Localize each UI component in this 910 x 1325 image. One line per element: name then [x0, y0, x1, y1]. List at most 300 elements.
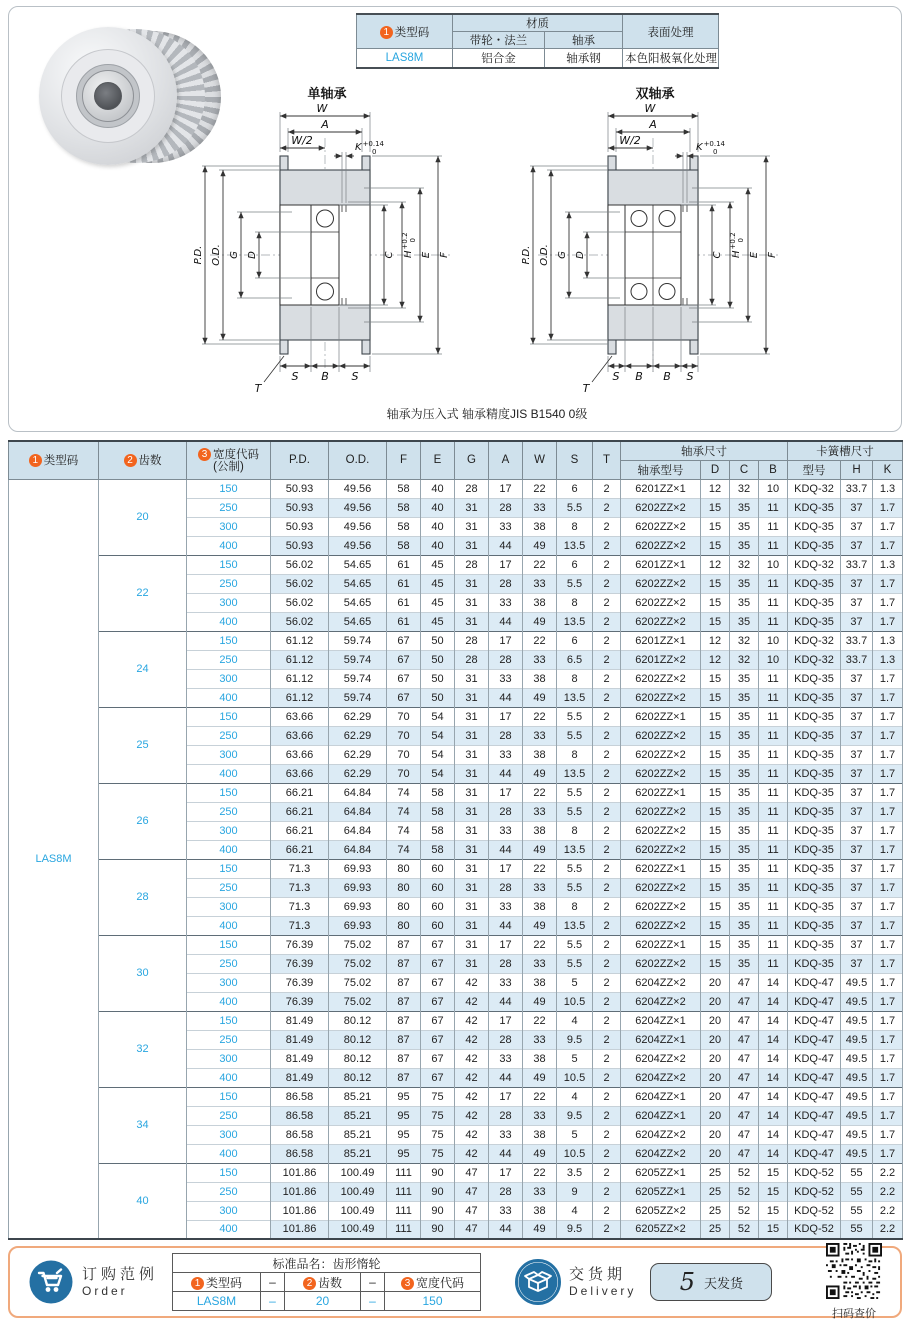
value-cell: 31 — [455, 954, 489, 973]
bearing-material-value: 轴承钢 — [545, 49, 623, 68]
svg-text:T: T — [582, 382, 590, 395]
svg-text:S: S — [291, 370, 299, 383]
value-cell: 67 — [421, 1011, 455, 1030]
value-cell: 11 — [759, 726, 788, 745]
value-cell: 80 — [387, 897, 421, 916]
value-cell: 5.5 — [557, 707, 593, 726]
width-code-cell: 400 — [187, 916, 271, 935]
value-cell: 31 — [455, 935, 489, 954]
value-cell: 2 — [593, 631, 621, 650]
value-cell: 2 — [593, 707, 621, 726]
width-code-cell: 150 — [187, 479, 271, 498]
col-header-f: F — [387, 441, 421, 479]
circle-3-icon: 3 — [198, 448, 211, 461]
value-cell: 1.7 — [873, 688, 903, 707]
value-cell: 67 — [421, 1068, 455, 1087]
cart-icon — [28, 1259, 74, 1305]
value-cell: 31 — [455, 536, 489, 555]
col-header-pd: P.D. — [271, 441, 329, 479]
value-cell: 47 — [730, 1049, 759, 1068]
material-table — [356, 13, 719, 69]
value-cell: 63.66 — [271, 707, 329, 726]
value-cell: 20 — [701, 973, 730, 992]
value-cell: 11 — [759, 669, 788, 688]
teeth-count-cell: 20 — [99, 479, 187, 555]
svg-text:S: S — [351, 370, 359, 383]
order-field-teeth: 2 齿数 — [285, 1273, 361, 1292]
value-cell: 33 — [489, 669, 523, 688]
value-cell: 37 — [841, 574, 873, 593]
value-cell: 28 — [489, 954, 523, 973]
value-cell: 70 — [387, 745, 421, 764]
value-cell: 58 — [387, 479, 421, 498]
value-cell: 2 — [593, 745, 621, 764]
value-cell: 1.7 — [873, 1011, 903, 1030]
value-cell: 6202ZZ×2 — [621, 840, 701, 859]
value-cell: 25 — [701, 1182, 730, 1201]
delivery-days: 5 — [679, 1268, 695, 1296]
value-cell: 1.7 — [873, 707, 903, 726]
value-cell: 15 — [759, 1182, 788, 1201]
value-cell: 28 — [455, 650, 489, 669]
value-cell: 64.84 — [329, 821, 387, 840]
width-code-cell: 300 — [187, 669, 271, 688]
value-cell: 35 — [730, 726, 759, 745]
value-cell: 61.12 — [271, 688, 329, 707]
value-cell: 64.84 — [329, 802, 387, 821]
delivery-block — [515, 1259, 636, 1305]
teeth-count-cell: 26 — [99, 783, 187, 859]
width-code-cell: 250 — [187, 726, 271, 745]
value-cell: 47 — [730, 1106, 759, 1125]
value-cell: 2 — [593, 555, 621, 574]
value-cell: 37 — [841, 878, 873, 897]
value-cell: 86.58 — [271, 1106, 329, 1125]
value-cell: 42 — [455, 992, 489, 1011]
width-code-cell: 300 — [187, 897, 271, 916]
value-cell: 63.66 — [271, 726, 329, 745]
value-cell: 71.3 — [271, 916, 329, 935]
value-cell: 15 — [701, 954, 730, 973]
col-header-t: T — [593, 441, 621, 479]
value-cell: 56.02 — [271, 593, 329, 612]
svg-text:W: W — [316, 102, 328, 115]
value-cell: 75 — [421, 1087, 455, 1106]
value-cell: 90 — [421, 1163, 455, 1182]
order-title-en: Order — [82, 1284, 128, 1298]
svg-text:S: S — [686, 370, 694, 383]
value-cell: 49.56 — [329, 479, 387, 498]
value-cell: KDQ-32 — [788, 479, 841, 498]
value-cell: 5 — [557, 1125, 593, 1144]
value-cell: 6204ZZ×2 — [621, 1125, 701, 1144]
svg-text:H+0.20: $H^{+0.2}0$ — [401, 232, 417, 258]
value-cell: 2 — [593, 1087, 621, 1106]
value-cell: 17 — [489, 631, 523, 650]
value-cell: 32 — [730, 650, 759, 669]
table-row — [9, 859, 903, 878]
value-cell: 81.49 — [271, 1049, 329, 1068]
value-cell: 32 — [730, 555, 759, 574]
value-cell: 22 — [523, 783, 557, 802]
value-cell: 33 — [489, 821, 523, 840]
width-code-cell: 300 — [187, 517, 271, 536]
teeth-count-cell: 34 — [99, 1087, 187, 1163]
value-cell: KDQ-35 — [788, 574, 841, 593]
value-cell: 44 — [489, 1068, 523, 1087]
value-cell: 15 — [701, 916, 730, 935]
value-cell: 13.5 — [557, 688, 593, 707]
value-cell: 74 — [387, 821, 421, 840]
value-cell: 37 — [841, 688, 873, 707]
value-cell: 44 — [489, 840, 523, 859]
value-cell: 75 — [421, 1125, 455, 1144]
col-header-bearing-model: 轴承型号 — [621, 460, 701, 479]
value-cell: 9.5 — [557, 1030, 593, 1049]
value-cell: 35 — [730, 707, 759, 726]
value-cell: 54.65 — [329, 555, 387, 574]
value-cell: 50.93 — [271, 479, 329, 498]
value-cell: 33 — [523, 1182, 557, 1201]
value-cell: 71.3 — [271, 859, 329, 878]
width-code-cell: 250 — [187, 802, 271, 821]
delivery-days-badge — [650, 1263, 772, 1301]
value-cell: KDQ-32 — [788, 555, 841, 574]
value-cell: 49 — [523, 992, 557, 1011]
value-cell: 2 — [593, 992, 621, 1011]
standard-product-name: 标准品名：齿形惰轮 — [173, 1254, 481, 1273]
value-cell: 33.7 — [841, 479, 873, 498]
table-row — [9, 707, 903, 726]
value-cell: 87 — [387, 973, 421, 992]
value-cell: 80.12 — [329, 1068, 387, 1087]
value-cell: 58 — [421, 802, 455, 821]
value-cell: 15 — [701, 783, 730, 802]
value-cell: 5.5 — [557, 726, 593, 745]
value-cell: 90 — [421, 1182, 455, 1201]
value-cell: 2 — [593, 1030, 621, 1049]
value-cell: KDQ-32 — [788, 631, 841, 650]
svg-text:A: A — [321, 118, 329, 131]
value-cell: 80.12 — [329, 1030, 387, 1049]
value-cell: 28 — [489, 1182, 523, 1201]
value-cell: 85.21 — [329, 1144, 387, 1163]
value-cell: 95 — [387, 1125, 421, 1144]
value-cell: 49.5 — [841, 1068, 873, 1087]
delivery-title-en: Delivery — [569, 1284, 637, 1298]
svg-text:O.D.: O.D. — [539, 244, 550, 266]
value-cell: 2 — [593, 821, 621, 840]
value-cell: 59.74 — [329, 669, 387, 688]
value-cell: 15 — [701, 802, 730, 821]
value-cell: 1.7 — [873, 935, 903, 954]
value-cell: 95 — [387, 1087, 421, 1106]
value-cell: 61.12 — [271, 650, 329, 669]
value-cell: 12 — [701, 650, 730, 669]
value-cell: 37 — [841, 745, 873, 764]
value-cell: 38 — [523, 973, 557, 992]
value-cell: 100.49 — [329, 1201, 387, 1220]
value-cell: 38 — [523, 1201, 557, 1220]
value-cell: 47 — [730, 1011, 759, 1030]
value-cell: 33 — [489, 973, 523, 992]
value-cell: 31 — [455, 669, 489, 688]
value-cell: 1.7 — [873, 536, 903, 555]
value-cell: 38 — [523, 669, 557, 688]
value-cell: 15 — [701, 707, 730, 726]
value-cell: 35 — [730, 897, 759, 916]
value-cell: 87 — [387, 992, 421, 1011]
value-cell: 11 — [759, 574, 788, 593]
value-cell: 67 — [387, 688, 421, 707]
value-cell: 22 — [523, 935, 557, 954]
value-cell: 10.5 — [557, 1144, 593, 1163]
value-cell: 31 — [455, 745, 489, 764]
value-cell: 14 — [759, 1106, 788, 1125]
svg-text:G: G — [557, 251, 568, 259]
value-cell: 42 — [455, 1011, 489, 1030]
value-cell: 35 — [730, 612, 759, 631]
value-cell: 52 — [730, 1163, 759, 1182]
value-cell: 1.7 — [873, 992, 903, 1011]
value-cell: 14 — [759, 973, 788, 992]
value-cell: 35 — [730, 840, 759, 859]
value-cell: 33 — [523, 650, 557, 669]
value-cell: 11 — [759, 688, 788, 707]
value-cell: 37 — [841, 536, 873, 555]
value-cell: 55 — [841, 1182, 873, 1201]
value-cell: 49.5 — [841, 973, 873, 992]
table-row — [9, 555, 903, 574]
value-cell: 2.2 — [873, 1201, 903, 1220]
width-code-cell: 250 — [187, 954, 271, 973]
value-cell: 13.5 — [557, 764, 593, 783]
value-cell: 42 — [455, 1068, 489, 1087]
value-cell: 42 — [455, 1049, 489, 1068]
double-bearing-title: 双轴承 — [635, 86, 675, 101]
value-cell: 10 — [759, 631, 788, 650]
value-cell: 31 — [455, 859, 489, 878]
col-header-a: A — [489, 441, 523, 479]
value-cell: 47 — [730, 1144, 759, 1163]
value-cell: 38 — [523, 897, 557, 916]
value-cell: 20 — [701, 1068, 730, 1087]
value-cell: 90 — [421, 1220, 455, 1239]
value-cell: 13.5 — [557, 536, 593, 555]
value-cell: 15 — [701, 878, 730, 897]
value-cell: 58 — [421, 783, 455, 802]
teeth-count-cell: 24 — [99, 631, 187, 707]
value-cell: 60 — [421, 916, 455, 935]
col-header-w: W — [523, 441, 557, 479]
value-cell: 15 — [701, 745, 730, 764]
value-cell: 37 — [841, 517, 873, 536]
svg-text:W: W — [644, 102, 656, 115]
value-cell: 6205ZZ×1 — [621, 1163, 701, 1182]
value-cell: KDQ-35 — [788, 688, 841, 707]
value-cell: 22 — [523, 1011, 557, 1030]
value-cell: 63.66 — [271, 764, 329, 783]
value-cell: KDQ-35 — [788, 707, 841, 726]
single-bearing-diagram — [192, 100, 462, 400]
value-cell: 37 — [841, 783, 873, 802]
value-cell: 13.5 — [557, 916, 593, 935]
value-cell: 35 — [730, 954, 759, 973]
teeth-count-cell: 32 — [99, 1011, 187, 1087]
value-cell: 33 — [523, 1106, 557, 1125]
value-cell: 15 — [701, 726, 730, 745]
value-cell: 11 — [759, 897, 788, 916]
value-cell: 6202ZZ×2 — [621, 726, 701, 745]
value-cell: 2 — [593, 479, 621, 498]
value-cell: 35 — [730, 802, 759, 821]
value-cell: KDQ-52 — [788, 1182, 841, 1201]
value-cell: 50 — [421, 631, 455, 650]
value-cell: 67 — [421, 973, 455, 992]
value-cell: 6205ZZ×2 — [621, 1201, 701, 1220]
value-cell: 6202ZZ×2 — [621, 916, 701, 935]
value-cell: 1.3 — [873, 631, 903, 650]
value-cell: KDQ-35 — [788, 498, 841, 517]
value-cell: 15 — [701, 517, 730, 536]
col-header-b: B — [759, 460, 788, 479]
value-cell: 44 — [489, 992, 523, 1011]
value-cell: 2 — [593, 897, 621, 916]
svg-text:B: B — [635, 370, 643, 383]
value-cell: 6201ZZ×2 — [621, 650, 701, 669]
value-cell: 35 — [730, 764, 759, 783]
value-cell: KDQ-47 — [788, 1068, 841, 1087]
value-cell: 69.93 — [329, 859, 387, 878]
value-cell: 54 — [421, 764, 455, 783]
width-code-cell: 150 — [187, 1163, 271, 1182]
value-cell: 20 — [701, 1049, 730, 1068]
value-cell: 6202ZZ×2 — [621, 688, 701, 707]
width-code-cell: 150 — [187, 707, 271, 726]
value-cell: 49 — [523, 688, 557, 707]
value-cell: 49.5 — [841, 1087, 873, 1106]
value-cell: 49.5 — [841, 1030, 873, 1049]
svg-text:B: B — [663, 370, 671, 383]
value-cell: 5.5 — [557, 859, 593, 878]
value-cell: 2 — [593, 688, 621, 707]
value-cell: 12 — [701, 479, 730, 498]
value-cell: 49.5 — [841, 1125, 873, 1144]
value-cell: KDQ-35 — [788, 821, 841, 840]
value-cell: KDQ-47 — [788, 1087, 841, 1106]
value-cell: 50 — [421, 688, 455, 707]
value-cell: 31 — [455, 878, 489, 897]
value-cell: 1.7 — [873, 574, 903, 593]
value-cell: 37 — [841, 802, 873, 821]
value-cell: 6204ZZ×1 — [621, 1106, 701, 1125]
value-cell: 13.5 — [557, 612, 593, 631]
value-cell: 49 — [523, 1068, 557, 1087]
value-cell: 2 — [593, 764, 621, 783]
value-cell: KDQ-35 — [788, 764, 841, 783]
value-cell: 49 — [523, 916, 557, 935]
width-code-cell: 150 — [187, 1087, 271, 1106]
value-cell: 49 — [523, 536, 557, 555]
value-cell: KDQ-52 — [788, 1201, 841, 1220]
value-cell: 56.02 — [271, 574, 329, 593]
value-cell: 44 — [489, 1220, 523, 1239]
value-cell: 87 — [387, 954, 421, 973]
value-cell: 6202ZZ×2 — [621, 764, 701, 783]
value-cell: 35 — [730, 745, 759, 764]
value-cell: 81.49 — [271, 1011, 329, 1030]
value-cell: 1.7 — [873, 878, 903, 897]
value-cell: 1.7 — [873, 1030, 903, 1049]
value-cell: 47 — [455, 1163, 489, 1182]
width-code-cell: 150 — [187, 935, 271, 954]
circle-3-icon: 3 — [401, 1277, 414, 1290]
value-cell: 85.21 — [329, 1087, 387, 1106]
value-cell: 15 — [759, 1163, 788, 1182]
value-cell: 76.39 — [271, 992, 329, 1011]
value-cell: 5.5 — [557, 783, 593, 802]
value-cell: 38 — [523, 593, 557, 612]
value-cell: 75.02 — [329, 973, 387, 992]
svg-text:W/2: W/2 — [291, 134, 313, 147]
value-cell: 6201ZZ×1 — [621, 555, 701, 574]
value-cell: 52 — [730, 1182, 759, 1201]
value-cell: 1.7 — [873, 859, 903, 878]
value-cell: 2 — [593, 802, 621, 821]
value-cell: 64.84 — [329, 783, 387, 802]
value-cell: 47 — [730, 1030, 759, 1049]
value-cell: 11 — [759, 536, 788, 555]
value-cell: 10 — [759, 555, 788, 574]
value-cell: 49.56 — [329, 517, 387, 536]
value-cell: 49.5 — [841, 1106, 873, 1125]
value-cell: 17 — [489, 783, 523, 802]
value-cell: 67 — [387, 669, 421, 688]
teeth-count-cell: 30 — [99, 935, 187, 1011]
value-cell: 1.7 — [873, 745, 903, 764]
value-cell: 40 — [421, 536, 455, 555]
value-cell: 49 — [523, 612, 557, 631]
value-cell: KDQ-47 — [788, 1144, 841, 1163]
value-cell: 49.56 — [329, 498, 387, 517]
value-cell: 35 — [730, 536, 759, 555]
value-cell: 49.5 — [841, 1144, 873, 1163]
value-cell: 54 — [421, 726, 455, 745]
value-cell: 74 — [387, 840, 421, 859]
value-cell: 55 — [841, 1163, 873, 1182]
value-cell: 38 — [523, 517, 557, 536]
value-cell: KDQ-47 — [788, 1106, 841, 1125]
value-cell: 49.5 — [841, 1049, 873, 1068]
value-cell: 35 — [730, 574, 759, 593]
table-row — [9, 1087, 903, 1106]
value-cell: 95 — [387, 1106, 421, 1125]
value-cell: 45 — [421, 612, 455, 631]
value-cell: 80 — [387, 916, 421, 935]
value-cell: KDQ-35 — [788, 916, 841, 935]
value-cell: 31 — [455, 764, 489, 783]
value-cell: 40 — [421, 517, 455, 536]
value-cell: 28 — [455, 631, 489, 650]
svg-text:C: C — [712, 251, 723, 259]
order-separator: – — [361, 1292, 385, 1311]
value-cell: 14 — [759, 1011, 788, 1030]
col-header-h: H — [841, 460, 873, 479]
type-code-cell: LAS8M — [9, 479, 99, 1239]
width-code-cell: 150 — [187, 631, 271, 650]
value-cell: 54 — [421, 745, 455, 764]
value-cell: 67 — [421, 935, 455, 954]
